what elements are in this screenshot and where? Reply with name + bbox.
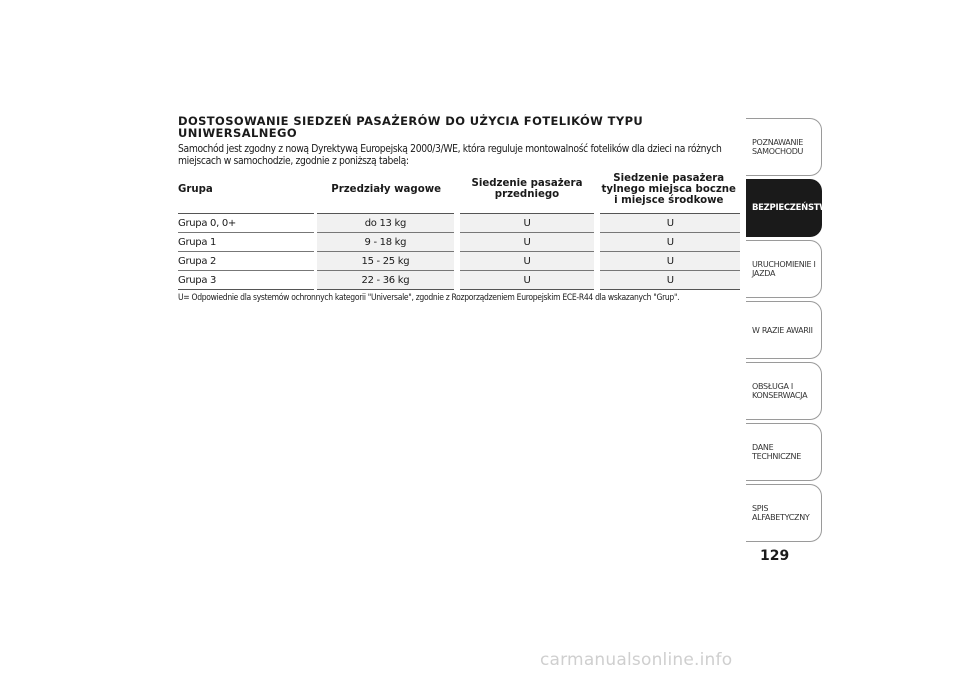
tab-poznawanie-samochodu[interactable] <box>746 118 822 176</box>
tab-label: W RAZIE AWARII <box>752 325 813 335</box>
section-title: DOSTOSOWANIE SIEDZEŃ PASAŻERÓW DO UŻYCIA FOTELIKÓW TYPU UNIWERSALNEGO <box>178 114 644 140</box>
table-row <box>178 271 740 290</box>
header-weight: Przedziały wagowe <box>316 169 457 214</box>
cell-group: Grupa 3 <box>178 271 316 290</box>
watermark: carmanualsonline.info <box>540 650 733 670</box>
tab-spis-alfabetyczny[interactable] <box>746 484 822 542</box>
cell-front-seat: U <box>457 214 598 233</box>
intro-paragraph: Samochód jest zgodny z nową Dyrektywą Europejską 2000/3/WE, która reguluje montowalność fotelików dla dzieci na różnych miejscach w samochodzie, zgodnie z poniższą tabelą: <box>178 143 722 167</box>
cell-group: Grupa 2 <box>178 252 316 271</box>
header-front-seat: Siedzenie pasażera przedniego <box>457 169 598 214</box>
cell-front-seat: U <box>457 271 598 290</box>
cell-group: Grupa 1 <box>178 233 316 252</box>
table-footnote: U= Odpowiednie dla systemów ochronnych kategorii "Universale", zgodnie z Rozporządzeniem Europejskim ECE-R44 dla wskazanych "Grup". <box>178 293 680 303</box>
tab-dane-techniczne[interactable] <box>746 423 822 481</box>
tab-w-razie-awarii[interactable] <box>746 301 822 359</box>
cell-rear-seats: U <box>597 271 740 290</box>
chapter-tabs <box>746 118 836 545</box>
cell-weight: 22 - 36 kg <box>316 271 457 290</box>
cell-weight: 15 - 25 kg <box>316 252 457 271</box>
page-content <box>178 115 740 303</box>
cell-front-seat: U <box>457 252 598 271</box>
tab-label: URUCHOMIENIE I JAZDA <box>752 260 816 278</box>
tab-obsluga-i-konserwacja[interactable] <box>746 362 822 420</box>
table-header-row <box>178 169 740 214</box>
tab-label: OBSŁUGA I KONSERWACJA <box>752 382 808 400</box>
cell-front-seat: U <box>457 233 598 252</box>
tab-label: POZNAWANIE SAMOCHODU <box>752 138 804 156</box>
tab-bezpieczenstwo[interactable] <box>746 179 836 237</box>
table-row <box>178 214 740 233</box>
cell-rear-seats: U <box>597 233 740 252</box>
tab-label: SPIS ALFABETYCZNY <box>752 504 810 522</box>
header-rear-seats: Siedzenie pasażera tylnego miejsca boczne i miejsce środkowe <box>597 169 740 214</box>
table-row <box>178 233 740 252</box>
table-row <box>178 252 740 271</box>
tab-label: BEZPIECZEŃSTWO <box>752 202 836 213</box>
cell-weight: 9 - 18 kg <box>316 233 457 252</box>
header-group: Grupa <box>178 169 316 214</box>
cell-weight: do 13 kg <box>316 214 457 233</box>
child-seat-table <box>178 169 740 290</box>
page-number: 129 <box>760 548 790 564</box>
tab-uruchomienie-i-jazda[interactable] <box>746 240 822 298</box>
tab-label: DANE TECHNICZNE <box>752 443 801 461</box>
cell-rear-seats: U <box>597 214 740 233</box>
cell-group: Grupa 0, 0+ <box>178 214 316 233</box>
cell-rear-seats: U <box>597 252 740 271</box>
